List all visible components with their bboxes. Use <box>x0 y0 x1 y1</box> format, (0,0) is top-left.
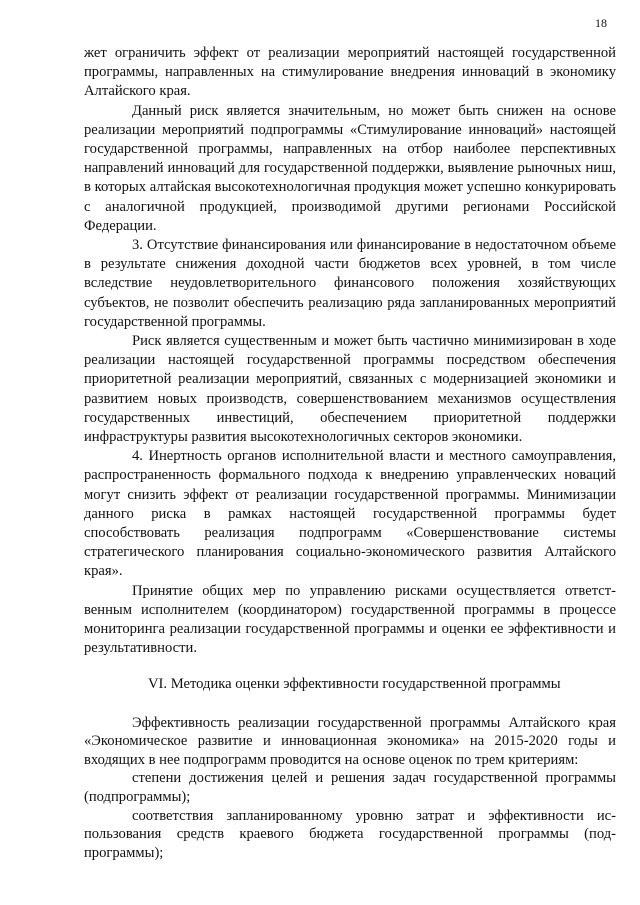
paragraph-continuation: жет ограничить эффект от реализации мероприятий настоящей государственной программы, направленных на стимулирование внедрения инноваций в экономику Алтайского края. <box>84 45 616 100</box>
criterion-goals-achievement: степени достижения целей и решения задач государственной программы (подпрограммы); <box>84 770 616 806</box>
paragraph-efficiency-intro: Эффективность реализации государственной программы Алтайского края «Экономическое развитие и инновационная экономика» на 2015-2020 годы и входящих в нее подпрограмм проводится на основе оценок по трем критериям: <box>84 714 616 768</box>
paragraph-risk-management: Принятие общих мер по управлению рисками осуществляется ответственным исполнителем (координатором) государственной программы в процессе мониторинга реализации государственной программы и оценки ее эффективности и результативности. <box>84 582 616 657</box>
section-heading: VI. Методика оценки эффективности государственной программы <box>148 675 561 692</box>
paragraph-risk-4-inertia: 4. Инертность органов исполнительной власти и местного самоуправления, распространенность формального подхода к внедрению управленческих новаций могут снизить эффект от реализации государственной программы. Минимизации данного риска в рамках настоящей государственной программы будет способствовать реализация подпрограмм «Совершенствование системы стратегического планирования социально-экономического развития Алтайского края». <box>84 448 616 580</box>
paragraph-risk-significant: Данный риск является значительным, но может быть снижен на основе реализации мероприятий подпрограммы «Стимулирование инноваций» настоящей государственной программы, направленных на отбор наиболее перспективных направлений инноваций для государственной поддержки, выявление рыночных ниш, в которых алтайская высокотехнологичная продукция может успешно конкурировать с аналогичной продукцией, производимой другими регионами Российской Федерации. <box>84 102 616 234</box>
paragraph-risk-minimization: Риск является существенным и может быть частично минимизирован в ходе реализации настоящей государственной программы посредством обеспечения приоритетной реализации мероприятий, связанных с модернизацией экономики и развитием новых производств, совершенствованием механизмов осуществления государственных инвестиций, обеспечением приоритетной поддержки инфраструктуры развития высокотехнологичных секторов экономики. <box>84 333 616 446</box>
document-body <box>84 44 616 862</box>
paragraph-risk-3-funding: 3. Отсутствие финансирования или финансирование в недостаточном объеме в результате снижения доходной части бюджетов всех уровней, в том числе вследствие неудовлетворительного финансового положения хозяйствующих субъектов, не позволит обеспечить реализацию ряда запланированных мероприятий государственной программы. <box>84 237 616 330</box>
heading-spacer <box>84 694 616 714</box>
page-number: 18 <box>595 16 607 30</box>
criterion-costs-compliance: соответствия запланированному уровню затрат и эффективности использования средств краевого бюджета государственной программы (подпрограммы); <box>84 807 616 861</box>
